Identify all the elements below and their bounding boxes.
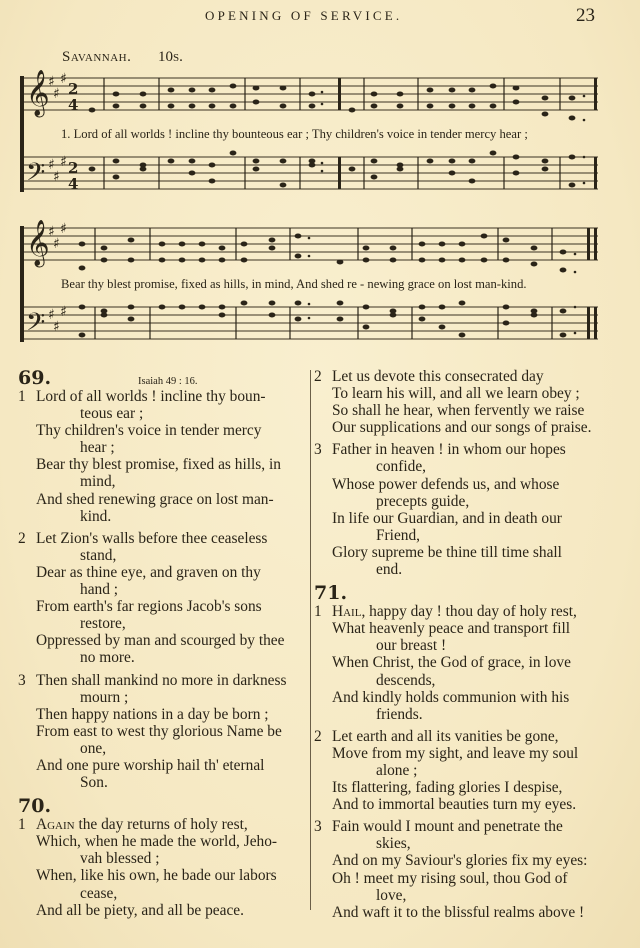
verse-text: our breast !	[376, 637, 447, 655]
stanza	[18, 388, 304, 525]
verse-text: Oh ! meet my rising soul, thou God of	[332, 869, 568, 887]
verse-text: mourn ;	[80, 688, 129, 706]
verse-line	[18, 902, 304, 919]
key-signature	[48, 71, 67, 335]
verse-text: And kindly holds communion with his	[332, 688, 570, 706]
verse-text: love,	[376, 886, 407, 904]
verse-text: Then happy nations in a day be born ;	[36, 705, 269, 723]
verse-text: When, like his own, he bade our labors	[36, 867, 277, 885]
verse-text: Thy children's voice in tender mercy	[36, 422, 262, 440]
verse-text: So shall he hear, when fervently we raise	[332, 402, 585, 420]
verse-line	[314, 904, 604, 921]
svg-text:♯: ♯	[60, 154, 67, 170]
column-divider	[310, 370, 311, 910]
verse-text: From east to west thy glorious Name be	[36, 722, 282, 740]
verse-text: end.	[376, 561, 403, 579]
verse-text: Let us devote this consecrated day	[332, 368, 544, 385]
verse-text: Bear thy blest promise, fixed as hills, in	[36, 456, 281, 474]
verse-line	[314, 887, 604, 904]
page-number: 23	[576, 5, 595, 26]
verse-line	[18, 740, 304, 757]
text-column-left	[18, 368, 304, 924]
verse-text: From earth's far regions Jacob's sons	[36, 598, 262, 616]
verse-text: And one pure worship hail th' eternal	[36, 756, 265, 774]
verse-text: When Christ, the God of grace, in love	[332, 654, 571, 672]
stanza	[314, 818, 604, 921]
verse-line	[314, 654, 604, 671]
verse-line	[314, 689, 604, 706]
verse-line	[18, 774, 304, 791]
stanza-number: 3	[314, 818, 322, 836]
verse-line	[18, 689, 304, 706]
verse-text: Move from my sight, and leave my soul	[332, 744, 579, 762]
verse-line	[18, 491, 304, 508]
verse-line	[18, 405, 304, 422]
scripture-reference: Isaiah 49 : 16.	[138, 376, 198, 387]
verse-line	[314, 419, 604, 436]
bass-clef-icon: 𝄢	[26, 308, 46, 343]
verse-line	[314, 368, 604, 385]
noteheads	[79, 84, 576, 338]
verse-line	[314, 620, 604, 637]
verse-line	[314, 728, 604, 745]
verse-line	[18, 723, 304, 740]
verse-text: Son.	[80, 774, 108, 792]
verse-text: vah blessed ;	[80, 850, 160, 868]
verse-line	[314, 870, 604, 887]
verse-line	[314, 561, 604, 578]
verse-text: And all be piety, and all be peace.	[36, 901, 244, 919]
stanza-number: 1	[18, 388, 26, 405]
svg-text:4: 4	[68, 96, 79, 114]
stanza	[18, 672, 304, 792]
svg-text:♯: ♯	[53, 86, 60, 102]
tune-meter: 10s.	[158, 49, 183, 65]
stanza-number: 2	[314, 368, 322, 385]
verse-line	[18, 422, 304, 439]
barlines	[95, 78, 560, 339]
verse-line	[314, 527, 604, 544]
svg-text:♯: ♯	[48, 157, 55, 173]
stanza	[314, 368, 604, 436]
verse-text: one,	[80, 739, 107, 757]
verse-text: In life our Guardian, and in death our	[332, 509, 562, 527]
verse-line	[314, 818, 604, 835]
thick-barlines	[338, 78, 597, 339]
svg-text:♯: ♯	[48, 224, 55, 240]
verse-line	[18, 581, 304, 598]
verse-line	[18, 530, 304, 547]
stanza-number: 3	[18, 671, 26, 689]
text-column-right	[314, 368, 604, 926]
treble-clef-icon: 𝄞	[26, 70, 50, 116]
score-lyric-line-1: 1. Lord of all worlds ! incline thy bounteous ear ; Thy children's voice in tender mercy hear ;	[61, 127, 528, 141]
verse-text: kind.	[80, 507, 112, 525]
svg-text:♯: ♯	[60, 71, 67, 87]
stanza	[18, 530, 304, 667]
verse-line	[18, 649, 304, 666]
svg-text:♯: ♯	[60, 304, 67, 320]
stanza	[18, 816, 304, 919]
stanza-number: 2	[314, 727, 322, 745]
verse-text: And shed renewing grace on lost man-	[36, 490, 274, 508]
verse-text: Our supplications and our songs of praise.	[332, 419, 592, 437]
verse-text: descends,	[376, 671, 436, 689]
verse-line	[18, 706, 304, 723]
verse-line	[314, 510, 604, 527]
verse-text: Friend,	[376, 526, 421, 544]
verse-text: alone ;	[376, 761, 418, 779]
svg-text:4: 4	[68, 175, 79, 193]
verse-text: Lord of all worlds ! incline thy boun-	[36, 388, 266, 405]
svg-text:♯: ♯	[53, 236, 60, 252]
verse-line	[18, 672, 304, 689]
svg-text:2: 2	[68, 159, 79, 177]
svg-text:2: 2	[68, 80, 79, 98]
verse-line	[314, 762, 604, 779]
svg-text:♯: ♯	[53, 319, 60, 335]
verse-text: Dear as thine eye, and graven on thy	[36, 563, 261, 581]
stanza-number: 3	[314, 441, 322, 459]
verse-text: Glory supreme be thine till time shall	[332, 543, 562, 561]
verse-line	[314, 441, 604, 458]
verse-text: Then shall mankind no more in darkness	[36, 671, 287, 689]
verse-text: Whose power defends us, and whose	[332, 475, 560, 493]
first-word-small-caps: Again	[36, 816, 75, 834]
hymn-number-71: 71.	[314, 582, 348, 605]
verse-line	[18, 615, 304, 632]
tune-name: Savannah.	[62, 49, 132, 65]
hymn-number-69: 69. Isaiah 49 : 16.	[18, 368, 304, 388]
verse-text: teous ear ;	[80, 405, 144, 423]
verse-text: Let Zion's walls before thee ceaseless	[36, 529, 268, 547]
verse-text: Let earth and all its vanities be gone,	[332, 727, 559, 745]
verse-line	[314, 458, 604, 475]
verse-line	[314, 637, 604, 654]
verse-line	[314, 796, 604, 813]
stanza-number: 2	[18, 529, 26, 547]
first-word-small-caps: Hail	[332, 603, 362, 621]
music-score	[0, 0, 640, 360]
verse-text: And to immortal beauties turn my eyes.	[332, 796, 577, 814]
verse-text: cease,	[80, 884, 118, 902]
stanza-number: 1	[18, 816, 26, 834]
verse-line	[314, 476, 604, 493]
verse-text: And waft it to the blissful realms above !	[332, 903, 585, 921]
svg-text:♯: ♯	[53, 169, 60, 185]
stanza	[314, 441, 604, 578]
verse-line	[314, 779, 604, 796]
hymn-number-70: 70.	[18, 795, 52, 818]
verse-line	[314, 835, 604, 852]
verse-text: stand,	[80, 546, 117, 564]
verse-line	[314, 745, 604, 762]
verse-text: To learn his will, and all we learn obey ;	[332, 385, 580, 403]
verse-text: friends.	[376, 705, 423, 723]
verse-line	[314, 493, 604, 510]
verse-line	[18, 850, 304, 867]
staff-lines	[22, 78, 598, 339]
verse-line	[18, 388, 304, 405]
bass-clef-icon: 𝄢	[26, 158, 46, 193]
verse-text: restore,	[80, 615, 126, 633]
verse-text: precepts guide,	[376, 492, 470, 510]
svg-text:♯: ♯	[60, 221, 67, 237]
verse-text: hear ;	[80, 439, 115, 457]
verse-line	[18, 885, 304, 902]
verse-line	[314, 402, 604, 419]
verse-line	[314, 544, 604, 561]
verse-line	[18, 598, 304, 615]
verse-line	[314, 603, 604, 620]
stanza	[314, 603, 604, 723]
verse-line	[18, 456, 304, 473]
verse-line	[18, 439, 304, 456]
verse-text: confide,	[376, 458, 426, 476]
verse-text: no more.	[80, 649, 135, 667]
verse-text: Fain would I mount and penetrate the	[332, 818, 563, 836]
verse-text: , happy day ! thou day of holy rest,	[361, 603, 577, 621]
verse-line	[18, 632, 304, 649]
stanza-number: 1	[314, 603, 322, 621]
stanza	[314, 728, 604, 813]
running-title: OPENING OF SERVICE.	[205, 8, 403, 23]
verse-line	[314, 672, 604, 689]
svg-text:♯: ♯	[48, 307, 55, 323]
verse-text: Its flattering, fading glories I despise,	[332, 779, 563, 797]
verse-text: skies,	[376, 835, 411, 853]
verse-line	[18, 508, 304, 525]
score-lyric-line-2: Bear thy blest promise, fixed as hills, in mind, And shed re - newing grace on lost man-kind.	[61, 277, 527, 291]
verse-line	[18, 564, 304, 581]
verse-text: mind,	[80, 473, 116, 491]
verse-text: Oppressed by man and scourged by thee	[36, 632, 285, 650]
verse-line	[18, 816, 304, 833]
verse-line	[18, 757, 304, 774]
verse-text: What heavenly peace and transport fill	[332, 620, 571, 638]
svg-text:♯: ♯	[48, 74, 55, 90]
system-braces	[20, 76, 24, 342]
verse-line	[314, 385, 604, 402]
treble-clef-icon: 𝄞	[26, 220, 50, 266]
verse-text: And on my Saviour's glories fix my eyes:	[332, 852, 588, 870]
verse-line	[18, 473, 304, 490]
verse-line	[314, 706, 604, 723]
verse-text: the day returns of holy rest,	[74, 816, 248, 834]
verse-text: hand ;	[80, 581, 119, 599]
verse-line	[314, 852, 604, 869]
verse-line	[18, 547, 304, 564]
verse-line	[18, 867, 304, 884]
verse-line	[18, 833, 304, 850]
verse-text: Father in heaven ! in whom our hopes	[332, 441, 566, 459]
verse-text: Which, when he made the world, Jeho-	[36, 833, 278, 851]
